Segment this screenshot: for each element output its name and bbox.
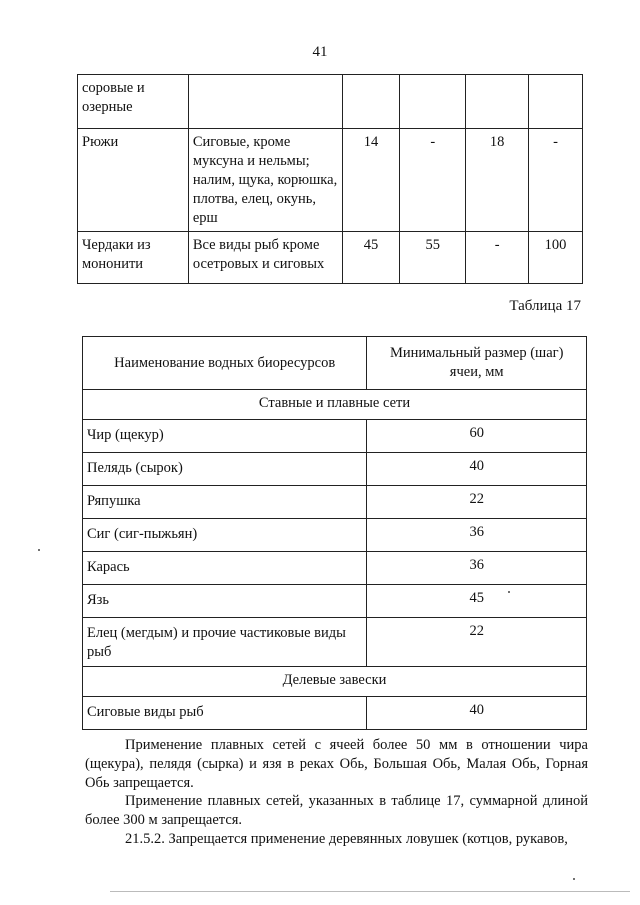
table-row	[83, 519, 587, 552]
scan-speck	[38, 549, 40, 551]
table-row	[83, 585, 587, 618]
section-heading: Ставные и плавные сети	[83, 390, 587, 420]
table-row	[83, 486, 587, 519]
mesh-size-value: 60	[367, 420, 587, 453]
scan-speck	[508, 591, 510, 593]
species-name: Сиг (сиг-пыжьян)	[83, 519, 367, 552]
gear-name-cell: Чердаки из мононити	[78, 232, 189, 284]
table-header-row	[83, 337, 587, 390]
value-cell: 18	[466, 129, 529, 232]
mesh-size-value: 40	[367, 697, 587, 730]
gear-name-cell: соровые и озерные	[78, 75, 189, 129]
mesh-size-value: 22	[367, 486, 587, 519]
value-cell: 45	[342, 232, 400, 284]
value-cell: 14	[342, 129, 400, 232]
gear-mesh-table-continued	[77, 74, 583, 284]
paragraph: 21.5.2. Запрещается применение деревянных ловушек (котцов, рукавов,	[125, 831, 568, 847]
table-row	[83, 697, 587, 730]
value-cell	[400, 75, 466, 129]
value-cell: 100	[529, 232, 583, 284]
table-row	[83, 552, 587, 585]
table-row	[78, 75, 583, 129]
table-row	[83, 618, 587, 667]
paragraph: Применение плавных сетей с ячеей более 50 мм в отношении чира (щекура), пелядя (сырка) и язя в реках Обь, Большая Обь, Малая Обь, Горная Обь запрещается.	[85, 737, 588, 791]
min-mesh-size-table	[82, 336, 587, 730]
mesh-size-value: 45	[367, 585, 587, 618]
section-row	[83, 667, 587, 697]
species-cell: Все виды рыб кроме осетровых и сиговых	[188, 232, 342, 284]
value-cell	[529, 75, 583, 129]
species-cell	[188, 75, 342, 129]
section-heading: Делевые завески	[83, 667, 587, 697]
column-header-species: Наименование водных биоресурсов	[83, 337, 367, 390]
species-name: Елец (мегдым) и прочие частиковые виды рыб	[83, 618, 367, 667]
mesh-size-value: 36	[367, 552, 587, 585]
gear-name-cell: Рюжи	[78, 129, 189, 232]
value-cell	[342, 75, 400, 129]
page-edge-line	[110, 891, 630, 892]
mesh-size-value: 36	[367, 519, 587, 552]
species-name: Ряпушка	[83, 486, 367, 519]
table-row	[83, 453, 587, 486]
column-header-mesh-size: Минимальный размер (шаг) ячеи, мм	[367, 337, 587, 390]
table-row	[78, 232, 583, 284]
value-cell: -	[529, 129, 583, 232]
species-name: Язь	[83, 585, 367, 618]
section-row	[83, 390, 587, 420]
species-name: Карась	[83, 552, 367, 585]
page-number: 41	[312, 44, 328, 60]
value-cell: -	[400, 129, 466, 232]
species-name: Сиговые виды рыб	[83, 697, 367, 730]
mesh-size-value: 22	[367, 618, 587, 667]
species-cell: Сиговые, кроме муксуна и нельмы; налим, щука, корюшка, плотва, елец, окунь, ерш	[188, 129, 342, 232]
table-caption: Таблица 17	[509, 298, 581, 314]
species-name: Чир (щекур)	[83, 420, 367, 453]
table-row	[78, 129, 583, 232]
value-cell: -	[466, 232, 529, 284]
mesh-size-value: 40	[367, 453, 587, 486]
paragraph: Применение плавных сетей, указанных в таблице 17, суммарной длиной более 300 м запрещается.	[85, 793, 588, 828]
value-cell: 55	[400, 232, 466, 284]
table-row	[83, 420, 587, 453]
species-name: Пелядь (сырок)	[83, 453, 367, 486]
scan-speck	[573, 878, 575, 880]
value-cell	[466, 75, 529, 129]
